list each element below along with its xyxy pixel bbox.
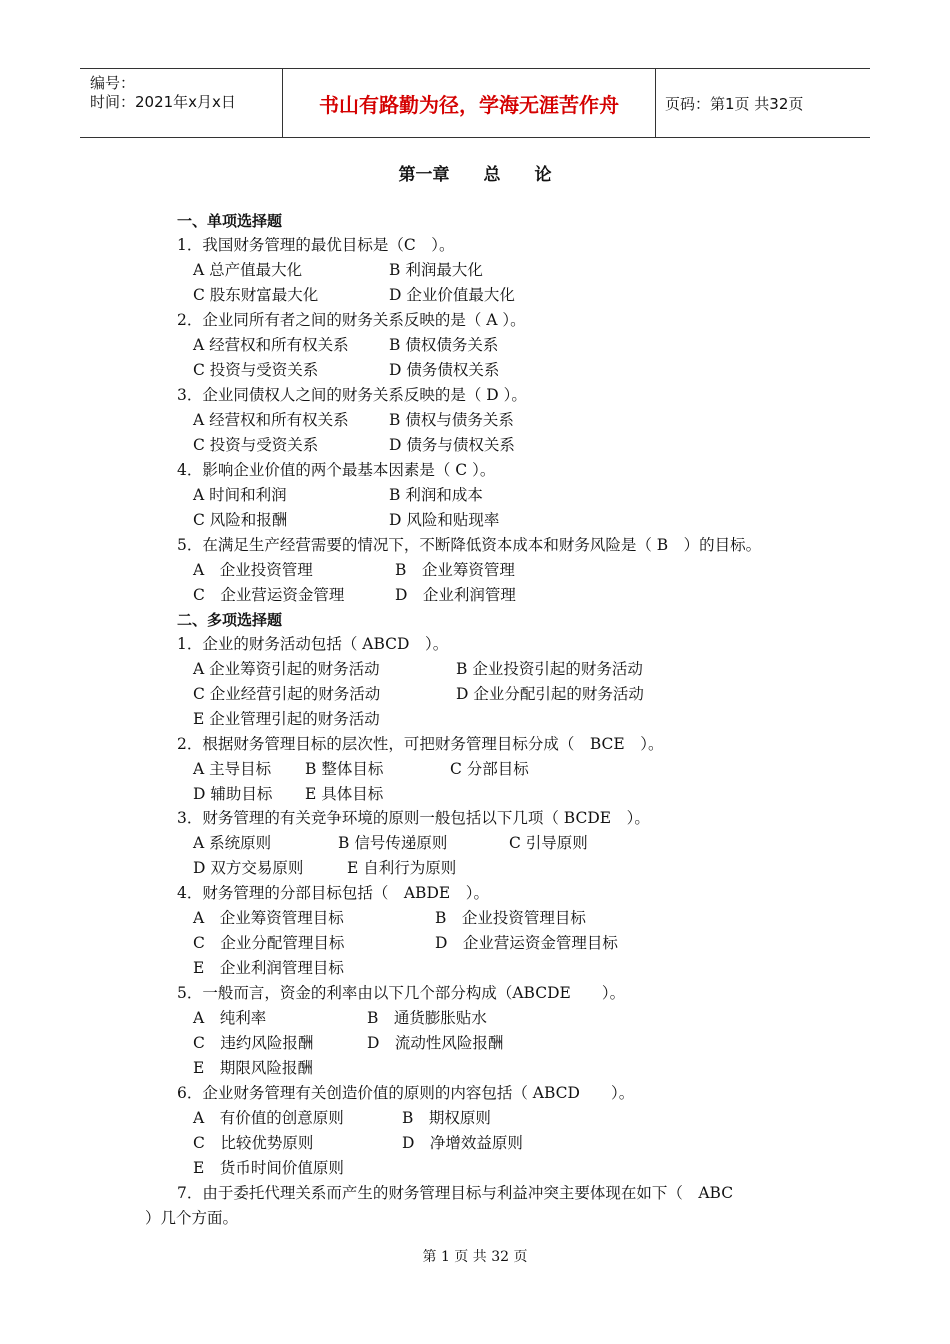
header-meta-cell bbox=[80, 69, 283, 137]
option: E 具体目标 bbox=[305, 785, 384, 803]
option: D 企业价值最大化 bbox=[389, 286, 515, 304]
option: A 总产值最大化 bbox=[193, 261, 303, 279]
option: C 风险和报酬 bbox=[193, 511, 288, 529]
option: A 经营权和所有权关系 bbox=[193, 411, 349, 429]
option: B 信号传递原则 bbox=[338, 834, 448, 852]
option: D 双方交易原则 bbox=[193, 859, 304, 877]
option: A 企业投资管理 bbox=[193, 561, 313, 579]
page-footer: 第 1 页 共 32 页 bbox=[422, 1249, 528, 1265]
question-stem: 1．我国财务管理的最优目标是（C ）。 bbox=[177, 236, 455, 254]
question-stem: 2．根据财务管理目标的层次性，可把财务管理目标分成（ BCE ）。 bbox=[177, 735, 664, 753]
option: E 企业利润管理目标 bbox=[193, 959, 344, 977]
option: B 企业投资管理目标 bbox=[435, 909, 586, 927]
option: C 投资与受资关系 bbox=[193, 361, 319, 379]
option: A 纯利率 bbox=[193, 1009, 267, 1027]
option: D 流动性风险报酬 bbox=[367, 1034, 504, 1052]
option: C 引导原则 bbox=[509, 834, 588, 852]
header-page-info: 页码：第1页 共32页 bbox=[665, 95, 804, 113]
option: D 债务债权关系 bbox=[389, 361, 500, 379]
option: E 货币时间价值原则 bbox=[193, 1159, 344, 1177]
option: A 企业筹资引起的财务活动 bbox=[193, 660, 380, 678]
option: B 企业筹资管理 bbox=[395, 561, 515, 579]
option: C 企业分配管理目标 bbox=[193, 934, 345, 952]
question-stem: 6．企业财务管理有关创造价值的原则的内容包括（ ABCD ）。 bbox=[177, 1084, 635, 1102]
chapter-title: 第一章 总 论 bbox=[398, 165, 552, 185]
option: E 自利行为原则 bbox=[347, 859, 457, 877]
option: C 股东财富最大化 bbox=[193, 286, 319, 304]
option: B 期权原则 bbox=[402, 1109, 491, 1127]
question-stem: 1．企业的财务活动包括（ ABCD ）。 bbox=[177, 635, 449, 653]
option: D 辅助目标 bbox=[193, 785, 273, 803]
header-page-cell bbox=[656, 69, 870, 137]
option: A 有价值的创意原则 bbox=[193, 1109, 344, 1127]
option: B 企业投资引起的财务活动 bbox=[456, 660, 643, 678]
question-stem: 4．财务管理的分部目标包括（ ABDE ）。 bbox=[177, 884, 489, 902]
page-header bbox=[80, 68, 870, 138]
section-title-multiple-choice: 二、多项选择题 bbox=[177, 611, 283, 629]
question-stem: 3．企业同债权人之间的财务关系反映的是（ D ）。 bbox=[177, 386, 527, 404]
option: D 企业分配引起的财务活动 bbox=[456, 685, 644, 703]
option: B 利润和成本 bbox=[389, 486, 483, 504]
question-stem: 5．一般而言，资金的利率由以下几个部分构成（ABCDE ）。 bbox=[177, 984, 626, 1002]
option: D 企业营运资金管理目标 bbox=[435, 934, 618, 952]
question-stem-continued: ）几个方面。 bbox=[145, 1209, 239, 1227]
question-stem: 5．在满足生产经营需要的情况下，不断降低资本成本和财务风险是（ B ）的目标。 bbox=[177, 536, 762, 554]
option: D 债务与债权关系 bbox=[389, 436, 515, 454]
option: C 企业经营引起的财务活动 bbox=[193, 685, 381, 703]
question-stem: 2．企业同所有者之间的财务关系反映的是（ A ）。 bbox=[177, 311, 526, 329]
section-title-single-choice: 一、单项选择题 bbox=[177, 212, 283, 230]
option: E 企业管理引起的财务活动 bbox=[193, 710, 380, 728]
question-stem: 3．财务管理的有关竞争环境的原则一般包括以下几项（ BCDE ）。 bbox=[177, 809, 650, 827]
option: A 系统原则 bbox=[193, 834, 272, 852]
option: B 通货膨胀贴水 bbox=[367, 1009, 487, 1027]
option: B 债权债务关系 bbox=[389, 336, 499, 354]
doc-date-label: 时间：2021年x月x日 bbox=[90, 93, 236, 111]
header-motto: 书山有路勤为径，学海无涯苦作舟 bbox=[319, 93, 619, 117]
option: A 时间和利润 bbox=[193, 486, 287, 504]
doc-number-label: 编号： bbox=[90, 74, 136, 92]
option: A 企业筹资管理目标 bbox=[193, 909, 344, 927]
header-motto-cell bbox=[283, 69, 656, 137]
option: D 企业利润管理 bbox=[395, 586, 516, 604]
option: C 比较优势原则 bbox=[193, 1134, 314, 1152]
option: B 债权与债务关系 bbox=[389, 411, 514, 429]
option: A 经营权和所有权关系 bbox=[193, 336, 349, 354]
option: C 违约风险报酬 bbox=[193, 1034, 314, 1052]
option: C 分部目标 bbox=[450, 760, 529, 778]
question-stem: 4．影响企业价值的两个最基本因素是（ C ）。 bbox=[177, 461, 496, 479]
option: B 整体目标 bbox=[305, 760, 384, 778]
option: D 净增效益原则 bbox=[402, 1134, 523, 1152]
option: C 投资与受资关系 bbox=[193, 436, 319, 454]
option: A 主导目标 bbox=[193, 760, 272, 778]
question-stem: 7．由于委托代理关系而产生的财务管理目标与利益冲突主要体现在如下（ ABC bbox=[177, 1184, 734, 1202]
option: C 企业营运资金管理 bbox=[193, 586, 345, 604]
option: B 利润最大化 bbox=[389, 261, 483, 279]
option: E 期限风险报酬 bbox=[193, 1059, 313, 1077]
option: D 风险和贴现率 bbox=[389, 511, 500, 529]
